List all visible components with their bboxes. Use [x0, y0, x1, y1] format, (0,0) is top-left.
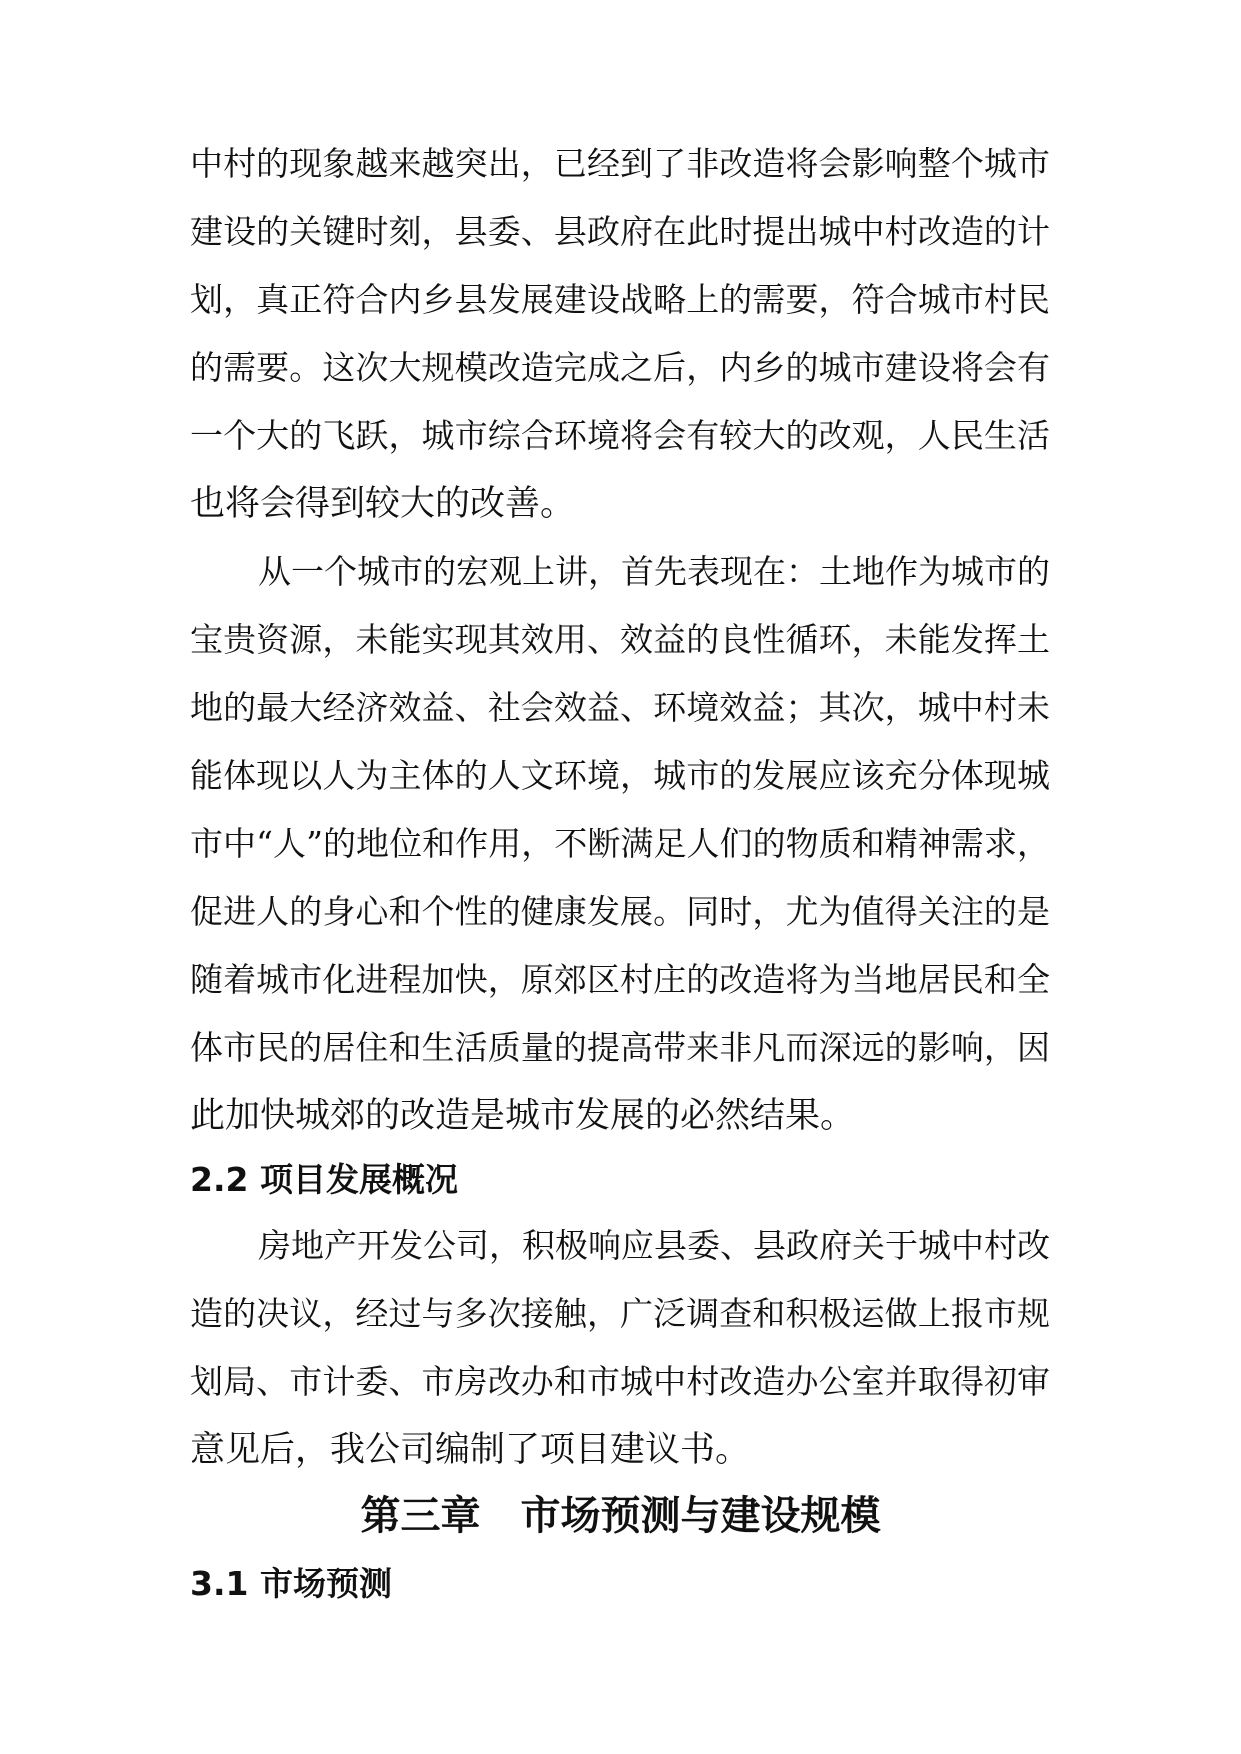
- section-heading: 2.2 项目发展概况: [190, 1160, 458, 1199]
- paragraph-line: 此加快城郊的改造是城市发展的必然结果。: [190, 1096, 856, 1136]
- paragraph-line: 造的决议，经过与多次接触，广泛调查和积极运做上报市规: [190, 1294, 1050, 1333]
- paragraph-line: 宝贵资源，未能实现其效用、效益的良性循环，未能发挥土: [190, 620, 1050, 659]
- paragraph-line: 建设的关键时刻，县委、县政府在此时提出城中村改造的计: [190, 212, 1050, 251]
- paragraph-line: 促进人的身心和个性的健康发展。同时，尤为值得关注的是: [190, 892, 1050, 931]
- paragraph-line: 市中“人”的地位和作用，不断满足人们的物质和精神需求，: [190, 824, 1050, 863]
- paragraph-line: 中村的现象越来越突出，已经到了非改造将会影响整个城市: [190, 144, 1050, 183]
- paragraph-line: 从一个城市的宏观上讲，首先表现在：土地作为城市的: [258, 552, 1050, 591]
- paragraph-line: 的需要。这次大规模改造完成之后，内乡的城市建设将会有: [190, 348, 1050, 387]
- paragraph-line: 随着城市化进程加快，原郊区村庄的改造将为当地居民和全: [190, 960, 1050, 999]
- paragraph-line: 体市民的居住和生活质量的提高带来非凡而深远的影响，因: [190, 1028, 1050, 1067]
- paragraph-line: 也将会得到较大的改善。: [190, 484, 576, 524]
- chapter-heading: 第三章 市场预测与建设规模: [360, 1493, 881, 1539]
- paragraph-line: 地的最大经济效益、社会效益、环境效益；其次，城中村未: [190, 688, 1050, 727]
- section-heading: 3.1 市场预测: [190, 1564, 392, 1603]
- paragraph-line: 一个大的飞跃，城市综合环境将会有较大的改观，人民生活: [190, 416, 1050, 455]
- paragraph-line: 能体现以人为主体的人文环境，城市的发展应该充分体现城: [190, 756, 1050, 795]
- paragraph-line: 划，真正符合内乡县发展建设战略上的需要，符合城市村民: [190, 280, 1050, 319]
- paragraph-line: 房地产开发公司，积极响应县委、县政府关于城中村改: [258, 1226, 1050, 1265]
- paragraph-line: 划局、市计委、市房改办和市城中村改造办公室并取得初审: [190, 1362, 1050, 1401]
- paragraph-line: 意见后，我公司编制了项目建议书。: [190, 1430, 751, 1470]
